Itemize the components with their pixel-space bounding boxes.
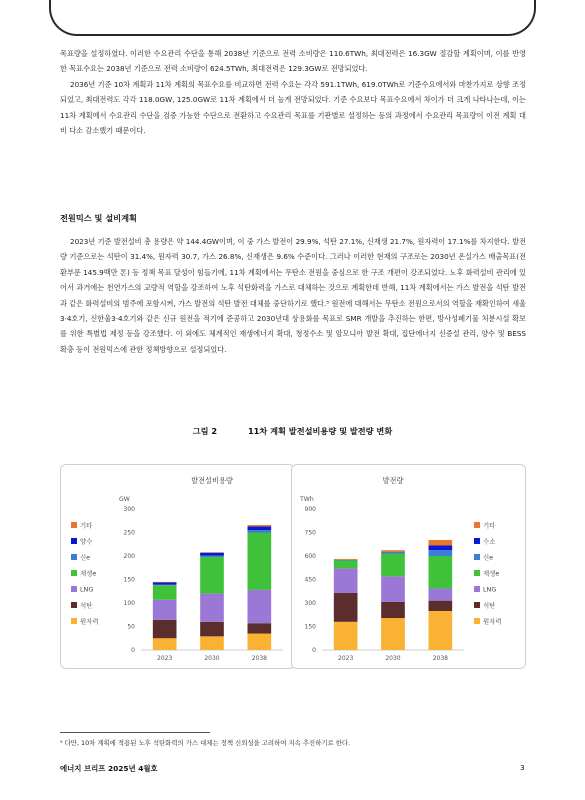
paragraph-demand-target: 목표량을 설정하였다. 이러한 수요관리 수단을 통해 2038년 기준으로 전력 소비량은 110.6TWh, 최대전력은 16.3GW 절감할 계획이며, 이를 반영한 목표수요는 2038년 기준으로 전력 소비량이 624.5TWh, 최대전력은 129.3GW로 전망되었다. bbox=[60, 49, 526, 74]
bar-segment-석탄 bbox=[381, 602, 405, 618]
bar-segment-원자력 bbox=[153, 638, 177, 650]
bar-segment-원자력 bbox=[381, 618, 405, 650]
bar-segment-LNG bbox=[429, 588, 453, 600]
bar-segment-재생e bbox=[334, 561, 358, 569]
power-mix-text-block bbox=[60, 234, 526, 357]
legend-label: LNG bbox=[483, 585, 497, 594]
bar-segment-원자력 bbox=[200, 636, 224, 650]
legend-label: 원자력 bbox=[80, 617, 99, 626]
legend-swatch bbox=[71, 618, 77, 624]
figure-title: 11차 계획 발전설비용량 및 발전량 변화 bbox=[247, 426, 393, 436]
bar-segment-석탄 bbox=[200, 622, 224, 637]
legend-swatch bbox=[474, 602, 480, 608]
x-tick-label: 2030 bbox=[385, 655, 401, 662]
y-tick-label: 250 bbox=[123, 529, 135, 537]
bar-segment-LNG bbox=[334, 568, 358, 593]
y-tick-label: 450 bbox=[304, 576, 316, 584]
paragraph-plan-comparison: 2036년 기준 10차 계획과 11차 계획의 목표수요를 비교하면 전력 수요는 각각 591.1TWh, 619.0TWh로 기준수요에서와 마찬가지로 상향 조정되었고, 최대전력도 각각 118.0GW, 125.0GW로 11차 계획에서 더 높게 전망되었다. 기준 수요보다 목표수요에서 차이가 더 크게 나타나는데, 이는 11차 계획에서 수요관리 수단을 검증 가능한 수단으로 전환하고 수요관리 목표를 기판별로 설정하는 등의 과정에서 수요관리 목표량이 이전 계획 대비 다소 감소했기 때문이다. bbox=[60, 79, 526, 136]
legend-swatch bbox=[474, 522, 480, 528]
chart-title: 발전설비용량 bbox=[191, 476, 233, 485]
bar-segment-석탄 bbox=[334, 593, 358, 622]
y-tick-label: 300 bbox=[123, 506, 135, 514]
y-tick-label: 750 bbox=[304, 529, 316, 537]
capacity-chart bbox=[61, 465, 296, 670]
bar-segment-재생e bbox=[429, 556, 453, 588]
legend-label: LNG bbox=[80, 585, 94, 594]
footnote-divider bbox=[60, 732, 210, 733]
legend-swatch bbox=[474, 570, 480, 576]
legend-label: 재생e bbox=[483, 569, 500, 578]
bar-segment-기타 bbox=[334, 559, 358, 560]
bar-segment-재생e bbox=[200, 557, 224, 594]
bar-segment-재생e bbox=[381, 553, 405, 576]
bar-segment-기타 bbox=[381, 550, 405, 552]
legend-label: 석탄 bbox=[80, 601, 93, 610]
bar-segment-석탄 bbox=[153, 620, 177, 638]
bar-segment-신e bbox=[334, 560, 358, 561]
chart-title: 발전량 bbox=[382, 476, 404, 485]
bar-segment-LNG bbox=[248, 590, 272, 623]
y-tick-label: 50 bbox=[127, 623, 135, 631]
y-axis-unit: GW bbox=[119, 496, 130, 503]
bar-segment-LNG bbox=[381, 576, 405, 601]
legend-label: 재생e bbox=[80, 569, 97, 578]
legend-swatch bbox=[71, 570, 77, 576]
y-tick-label: 100 bbox=[123, 600, 135, 608]
legend-swatch bbox=[71, 538, 77, 544]
footnote: ⁵ 다만, 10차 계획에 적용된 노후 석탄화력의 가스 대체는 정책 신뢰성을 고려하여 지속 추진하기로 한다. bbox=[60, 739, 351, 747]
legend-label: 신e bbox=[80, 553, 91, 562]
bar-segment-신e bbox=[429, 550, 453, 556]
bar-segment-석탄 bbox=[248, 623, 272, 633]
legend-swatch bbox=[71, 554, 77, 560]
legend-swatch bbox=[474, 618, 480, 624]
x-tick-label: 2030 bbox=[204, 655, 220, 662]
x-tick-label: 2023 bbox=[338, 655, 354, 662]
y-tick-label: 0 bbox=[312, 647, 316, 655]
bar-segment-재생e bbox=[248, 533, 272, 590]
footer-page-number: 3 bbox=[520, 763, 525, 772]
paragraph-power-mix: 2023년 기준 발전설비 총 용량은 약 144.4GW이며, 이 중 가스 발전이 29.9%, 석탄 27.1%, 신재생 21.7%, 원자력이 17.1%를 차지한다. 발전량 기준으로는 석탄이 31.4%, 원자력 30.7, 가스 26.8%, 신재생은 9.6% 수준이다. 그러나 이러한 현재의 구조로는 2030년 온실가스 배출목표(전환부문 145.9백만 톤) 등 정책 목표 달성이 힘들기에, 11차 계획에서는 무탄소 전원을 중심으로 한 구조 개편이 강조되었다. 노후 화력설비 관리에 있어서 과거에는 천연가스의 교량적 역할을 강조하여 노후 석탄화력을 가스로 대체하는 것으로 계획한데 반해, 11차 계획에서는 가스 발전을 석탄 발전과 같은 화력설비의 범주에 포함시켜, 가스 발전의 석탄 발전 대체를 중단하기로 했다.⁵ 원전에 대해서는 무탄소 전원으로서의 역할을 재확인하여 새울3·4호기, 신한울3·4호기와 같은 신규 원전을 적기에 준공하고 2030년대 상용화를 목표로 SMR 개발을 추진하는 한편, 방사성폐기물 처분시설 확보를 위한 특별법 제정 등을 강조했다. 이 외에도 체계적인 재생에너지 확대, 청정수소 및 암모니아 발전 확대, 집단에너지 신증설 관리, 양수 및 BESS 확충 등이 전원믹스에 관한 정책방향으로 설정되었다. bbox=[60, 237, 526, 354]
y-tick-label: 900 bbox=[304, 506, 316, 514]
y-tick-label: 150 bbox=[123, 576, 135, 584]
bar-segment-LNG bbox=[153, 600, 177, 620]
legend-swatch bbox=[71, 602, 77, 608]
bar-segment-양수 bbox=[153, 582, 177, 584]
y-axis-unit: TWh bbox=[300, 496, 314, 503]
bar-segment-양수 bbox=[248, 526, 272, 530]
bar-segment-양수 bbox=[200, 553, 224, 556]
bar-segment-신e bbox=[248, 530, 272, 532]
bar-segment-원자력 bbox=[334, 622, 358, 650]
y-tick-label: 600 bbox=[304, 553, 316, 561]
legend-label: 양수 bbox=[80, 537, 93, 546]
bar-segment-원자력 bbox=[248, 634, 272, 650]
generation-chart bbox=[292, 465, 527, 670]
bar-segment-LNG bbox=[200, 594, 224, 622]
x-tick-label: 2038 bbox=[251, 655, 267, 662]
y-tick-label: 300 bbox=[304, 600, 316, 608]
section-heading: 전원믹스 및 설비계획 bbox=[60, 213, 137, 223]
legend-label: 수소 bbox=[483, 537, 496, 546]
capacity-chart-panel bbox=[60, 464, 295, 669]
legend-swatch bbox=[71, 522, 77, 528]
y-tick-label: 200 bbox=[123, 553, 135, 561]
header-frame bbox=[49, 0, 536, 36]
legend-label: 기타 bbox=[80, 521, 93, 530]
footer-publication: 에너지 브리프 2025년 4월호 bbox=[60, 764, 158, 773]
bar-segment-신e bbox=[381, 552, 405, 553]
legend-label: 기타 bbox=[483, 521, 496, 530]
x-tick-label: 2038 bbox=[432, 655, 448, 662]
x-tick-label: 2023 bbox=[157, 655, 173, 662]
bar-segment-수소 bbox=[429, 546, 453, 551]
bar-segment-석탄 bbox=[429, 601, 453, 611]
bar-segment-기타 bbox=[429, 540, 453, 545]
bar-segment-재생e bbox=[153, 585, 177, 600]
y-tick-label: 0 bbox=[131, 647, 135, 655]
legend-label: 석탄 bbox=[483, 601, 496, 610]
legend-swatch bbox=[71, 586, 77, 592]
legend-label: 신e bbox=[483, 553, 494, 562]
legend-label: 원자력 bbox=[483, 617, 502, 626]
bar-segment-기타 bbox=[248, 525, 272, 526]
bar-segment-신e bbox=[200, 556, 224, 557]
legend-swatch bbox=[474, 554, 480, 560]
generation-chart-panel bbox=[291, 464, 526, 669]
legend-swatch bbox=[474, 538, 480, 544]
figure-caption bbox=[0, 426, 585, 437]
y-tick-label: 150 bbox=[304, 623, 316, 631]
legend-swatch bbox=[474, 586, 480, 592]
figure-label: 그림 2 bbox=[192, 426, 218, 436]
bar-segment-원자력 bbox=[429, 611, 453, 650]
intro-text-block bbox=[60, 46, 526, 138]
